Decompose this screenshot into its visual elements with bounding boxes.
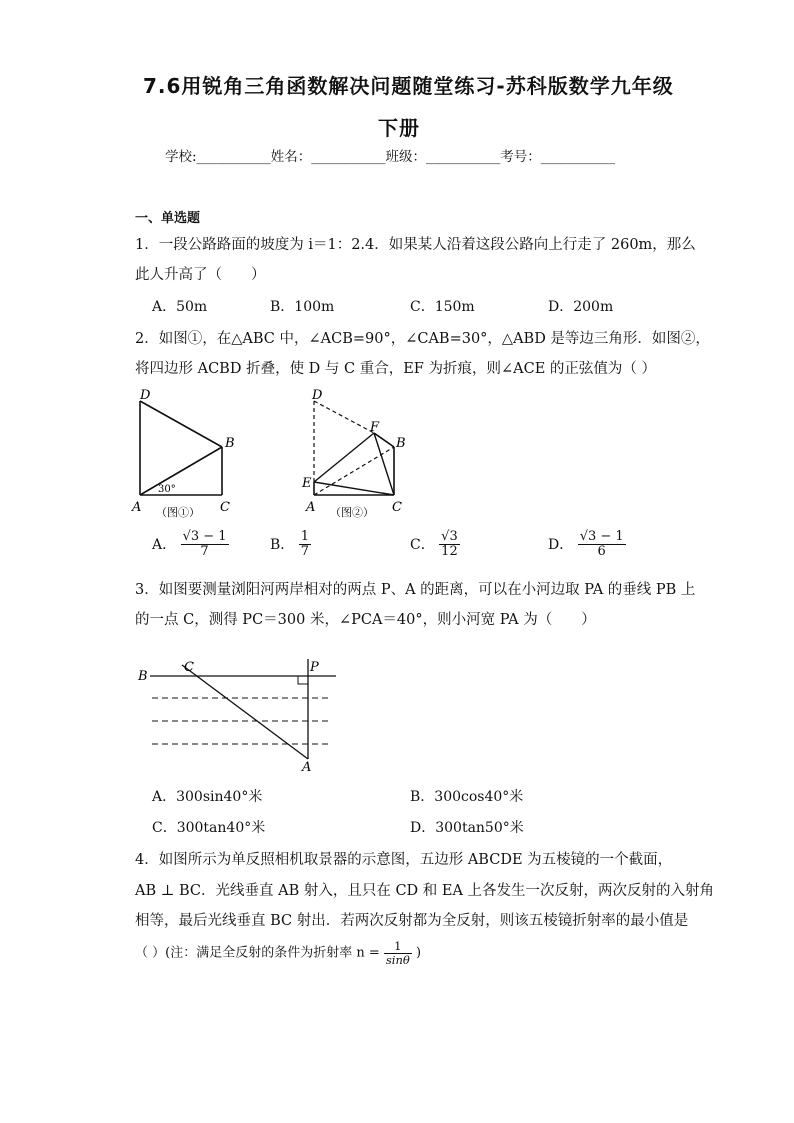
- q4-text-line3: 相等，最后光线垂直 BC 射出．若两次反射都为全反射，则该五棱镜折射率的最小值是: [135, 913, 689, 929]
- q2-option-a-den: 7: [200, 544, 209, 560]
- q3-text-line1: 3．如图要测量浏阳河两岸相对的两点 P、A 的距离，可以在小河边取 PA 的垂线 PB 上: [135, 582, 696, 598]
- q3-text-line2: 的一点 C，测得 PC＝300 米，∠PCA＝40°，则小河宽 PA 为（ ）: [135, 612, 596, 628]
- q2-text-line2: 将四边形 ACBD 折叠，使 D 与 C 重合，EF 为折痕，则∠ACE 的正弦值为（ ）: [135, 361, 656, 377]
- q4-line4-prefix: （ ）(注：满足全反射的条件为折射率 n =: [135, 945, 380, 961]
- q2-option-a-letter: A．: [152, 536, 177, 553]
- q4-frac-num: 1: [384, 940, 412, 954]
- fig2-label-a: A: [306, 500, 316, 515]
- q4-text-line2: AB ⊥ BC．光线垂直 AB 射入，且只在 CD 和 EA 上各发生一次反射，两次反射的入射角: [135, 883, 715, 899]
- q2-option-a-num: √3 − 1: [182, 529, 227, 544]
- fig2-label-c: C: [392, 500, 402, 515]
- q3-label-p: P: [310, 660, 319, 675]
- q2-option-d-fraction: [578, 530, 626, 560]
- fig1-label-a: A: [132, 500, 142, 515]
- q3-option-c: C．300tan40°米: [152, 820, 266, 836]
- q3-option-a: A．300sin40°米: [152, 789, 263, 805]
- fig2-caption: （图②）: [330, 506, 374, 519]
- q2-option-b-num: 1: [300, 529, 310, 544]
- q1-option-a: A．50m: [152, 299, 208, 315]
- q3-figure: [132, 655, 342, 773]
- q2-option-c-den: 12: [441, 544, 458, 560]
- q2-option-c-fraction: [439, 530, 460, 560]
- q2-option-b-letter: B．: [270, 536, 295, 553]
- fig1-caption: （图①）: [156, 506, 200, 519]
- q2-option-c-num: √3: [441, 529, 458, 544]
- q2-text-line1: 2．如图①，在△ABC 中，∠ACB=90°，∠CAB=30°，△ABD 是等边三角形．如图②，: [135, 331, 710, 347]
- fig2-label-d: D: [312, 388, 323, 403]
- q2-option-c: [410, 530, 460, 560]
- q1-option-c: C．150m: [410, 299, 475, 315]
- student-info-line: 学校:___________姓名：___________班级：___________考号：___________: [165, 149, 616, 165]
- fig2-label-f: F: [370, 420, 380, 435]
- fig2-label-e: E: [302, 476, 312, 491]
- q3-option-d: D．300tan50°米: [410, 820, 524, 836]
- q2-option-a-fraction: [181, 530, 229, 560]
- fig2-label-b: B: [396, 436, 406, 451]
- q4-line4-suffix: ): [415, 945, 422, 961]
- q2-option-b: [270, 530, 311, 560]
- fig1-label-d: D: [140, 388, 151, 403]
- q2-option-a: [152, 530, 229, 560]
- page-title-line1: 7.6用锐角三角函数解决问题随堂练习-苏科版数学九年级: [143, 74, 674, 98]
- q2-option-d: [548, 530, 626, 560]
- fig1-label-c: C: [220, 500, 230, 515]
- q1-option-b: B．100m: [270, 299, 335, 315]
- q1-text-line1: 1．一段公路路面的坡度为 i＝1：2.4．如果某人沿着这段公路向上行走了 260m，那么: [135, 237, 696, 253]
- q2-figure-1: [128, 385, 248, 520]
- q3-label-a: A: [302, 760, 312, 773]
- q2-option-b-fraction: [299, 530, 311, 560]
- q2-option-d-num: √3 − 1: [579, 529, 624, 544]
- fig1-angle-label: 30°: [158, 484, 176, 495]
- q2-figure-2: [300, 385, 420, 520]
- q3-option-b: B．300cos40°米: [410, 789, 524, 805]
- q3-label-b: B: [138, 669, 148, 684]
- q1-text-line2: 此人升高了（ ）: [135, 267, 266, 283]
- section-heading: 一、单选题: [135, 211, 201, 226]
- page-title-line2: 下册: [378, 116, 420, 140]
- q3-label-c: C: [184, 660, 194, 675]
- q4-text-line1: 4．如图所示为单反照相机取景器的示意图，五边形 ABCDE 为五棱镜的一个截面，: [135, 852, 673, 868]
- q4-refraction-fraction: [384, 940, 412, 966]
- q1-option-d: D．200m: [548, 299, 614, 315]
- q4-text-line4: [135, 940, 421, 966]
- q4-frac-den: sinθ: [385, 952, 410, 967]
- q2-option-d-letter: D．: [548, 536, 574, 553]
- q2-option-b-den: 7: [300, 544, 310, 560]
- q2-option-c-letter: C．: [410, 536, 435, 553]
- q2-option-d-den: 6: [597, 544, 606, 560]
- fig1-label-b: B: [225, 436, 235, 451]
